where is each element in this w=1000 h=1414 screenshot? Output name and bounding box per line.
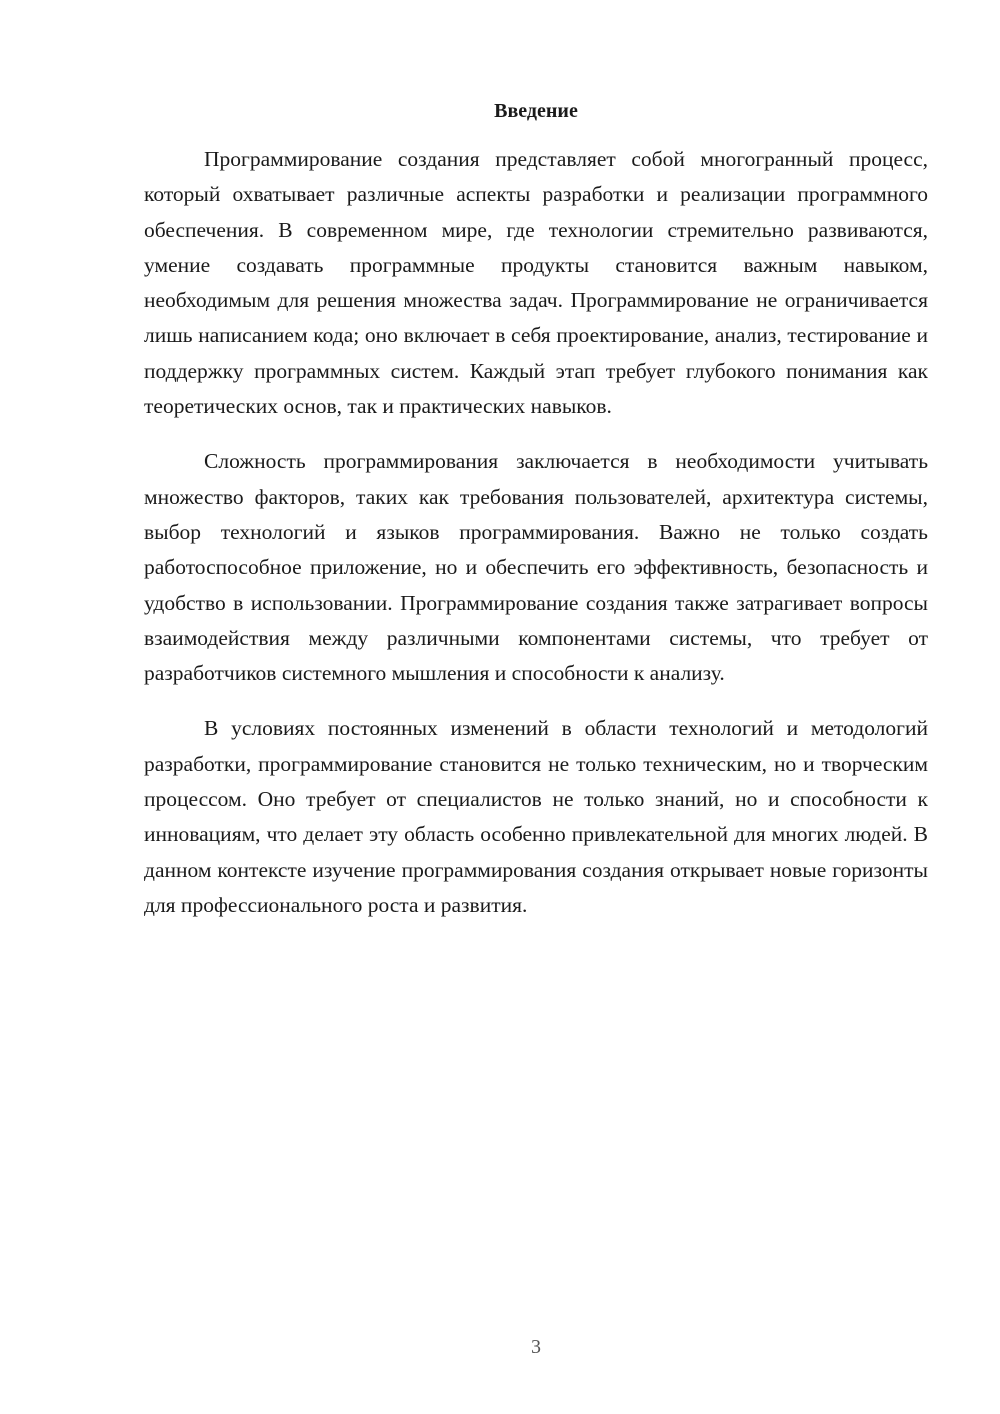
paragraph-1: Программирование создания представляет собой многогранный процесс, который охватывает различные аспекты разработки и реализации программного обеспечения. В современном мире, где технологии стремительно развиваются, умение создавать программные продукты становится важным навыком, необходимым для решения множества задач. Программирование не ограничивается лишь написанием кода; оно включает в себя проектирование, анализ, тестирование и поддержку программных систем. Каждый этап требует глубокого понимания как теоретических основ, так и практических навыков.: [144, 147, 928, 419]
page-number: 3: [531, 1336, 541, 1358]
paragraph-2: Сложность программирования заключается в необходимости учитывать множество факторов, таких как требования пользователей, архитектура системы, выбор технологий и языков программирования. Важно не только создать работоспособное приложение, но и обеспечить его эффективность, безопасность и удобство в использовании. Программирование создания также затрагивает вопросы взаимодействия между различными компонентами системы, что требует от разработчиков системного мышления и способности к анализу.: [144, 449, 928, 686]
document-body: [144, 142, 928, 943]
paragraph-3: В условиях постоянных изменений в области технологий и методологий разработки, программирование становится не только техническим, но и творческим процессом. Оно требует от специалистов не только знаний, но и способности к инновациям, что делает эту область особенно привлекательной для многих людей. В данном контексте изучение программирования создания открывает новые горизонты для профессионального роста и развития.: [144, 716, 928, 917]
section-title: Введение: [494, 100, 578, 122]
